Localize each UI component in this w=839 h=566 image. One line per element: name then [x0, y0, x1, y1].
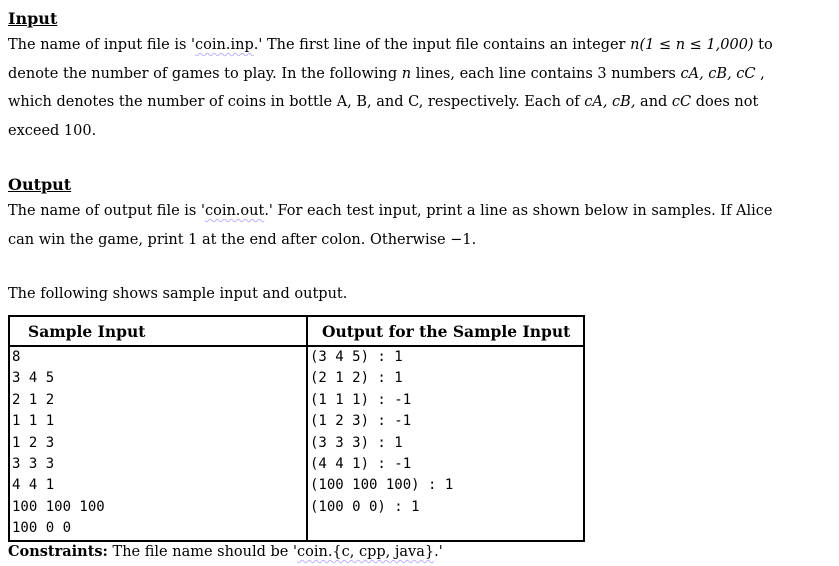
samples-intro: The following shows sample input and output. — [8, 286, 348, 302]
sample-input-line: 1 2 3 — [12, 434, 55, 451]
n-range: n(1 ≤ n ≤ 1,000) — [630, 37, 754, 53]
sample-input-line: 1 1 1 — [12, 413, 55, 430]
output-description — [8, 197, 811, 254]
input-line-2: denote the number of games to play. In the following n lines, each line contains 3 numbers cA, cB, cC , — [8, 65, 765, 82]
output-filename: coin.out — [204, 203, 265, 219]
constraints-label: Constraints: — [8, 543, 108, 560]
sample-output-cell — [307, 346, 584, 541]
samples-table — [8, 315, 585, 542]
input-line-1: The name of input file is 'coin.inp.' The first line of the input file contains an integer n(1 ≤ n ≤ 1,000) to — [8, 37, 773, 53]
sample-input-line: 8 — [12, 349, 21, 365]
sample-output-line: (1 2 3) : -1 — [310, 413, 412, 430]
sample-input-line: 100 100 100 — [12, 498, 105, 515]
constraints-filename: coin.{c, cpp, java} — [297, 544, 435, 560]
input-filename: coin.inp — [195, 37, 254, 53]
sample-input-line: 4 4 1 — [12, 477, 55, 494]
sample-output-line: (1 1 1) : -1 — [310, 391, 412, 408]
constraints: Constraints: The file name should be 'coin.{c, cpp, java}.' — [8, 543, 443, 560]
sample-output-line: (3 3 3) : 1 — [310, 434, 403, 451]
sample-output-line: (100 0 0) : 1 — [310, 498, 420, 515]
input-line-3: which denotes the number of coins in bottle A, B, and C, respectively. Each of cA, cB, and cC does not — [8, 94, 759, 110]
sample-input-line: 2 1 2 — [12, 391, 55, 408]
sample-input-line: 3 3 3 — [12, 455, 55, 472]
output-line-1: The name of output file is 'coin.out.' For each test input, print a line as shown below in samples. If Alice — [8, 203, 773, 219]
input-description — [8, 31, 811, 145]
input-heading: Input — [8, 9, 58, 28]
sample-output-header: Output for the Sample Input — [307, 316, 584, 346]
sample-input-header: Sample Input — [9, 316, 307, 346]
sample-output-line: (4 4 1) : -1 — [310, 455, 412, 472]
sample-output-line: (2 1 2) : 1 — [310, 370, 403, 387]
output-heading: Output — [8, 175, 72, 194]
coin-vars: cA, cB, cC — [680, 65, 756, 82]
sample-input-cell — [9, 346, 307, 541]
sample-input-line: 100 0 0 — [12, 520, 72, 537]
sample-input-line: 3 4 5 — [12, 370, 55, 387]
sample-output-line: (100 100 100) : 1 — [310, 477, 454, 494]
output-line-2: can win the game, print 1 at the end after colon. Otherwise −1. — [8, 231, 477, 248]
sample-output-line: (3 4 5) : 1 — [310, 349, 403, 365]
input-line-4: exceed 100. — [8, 122, 97, 139]
